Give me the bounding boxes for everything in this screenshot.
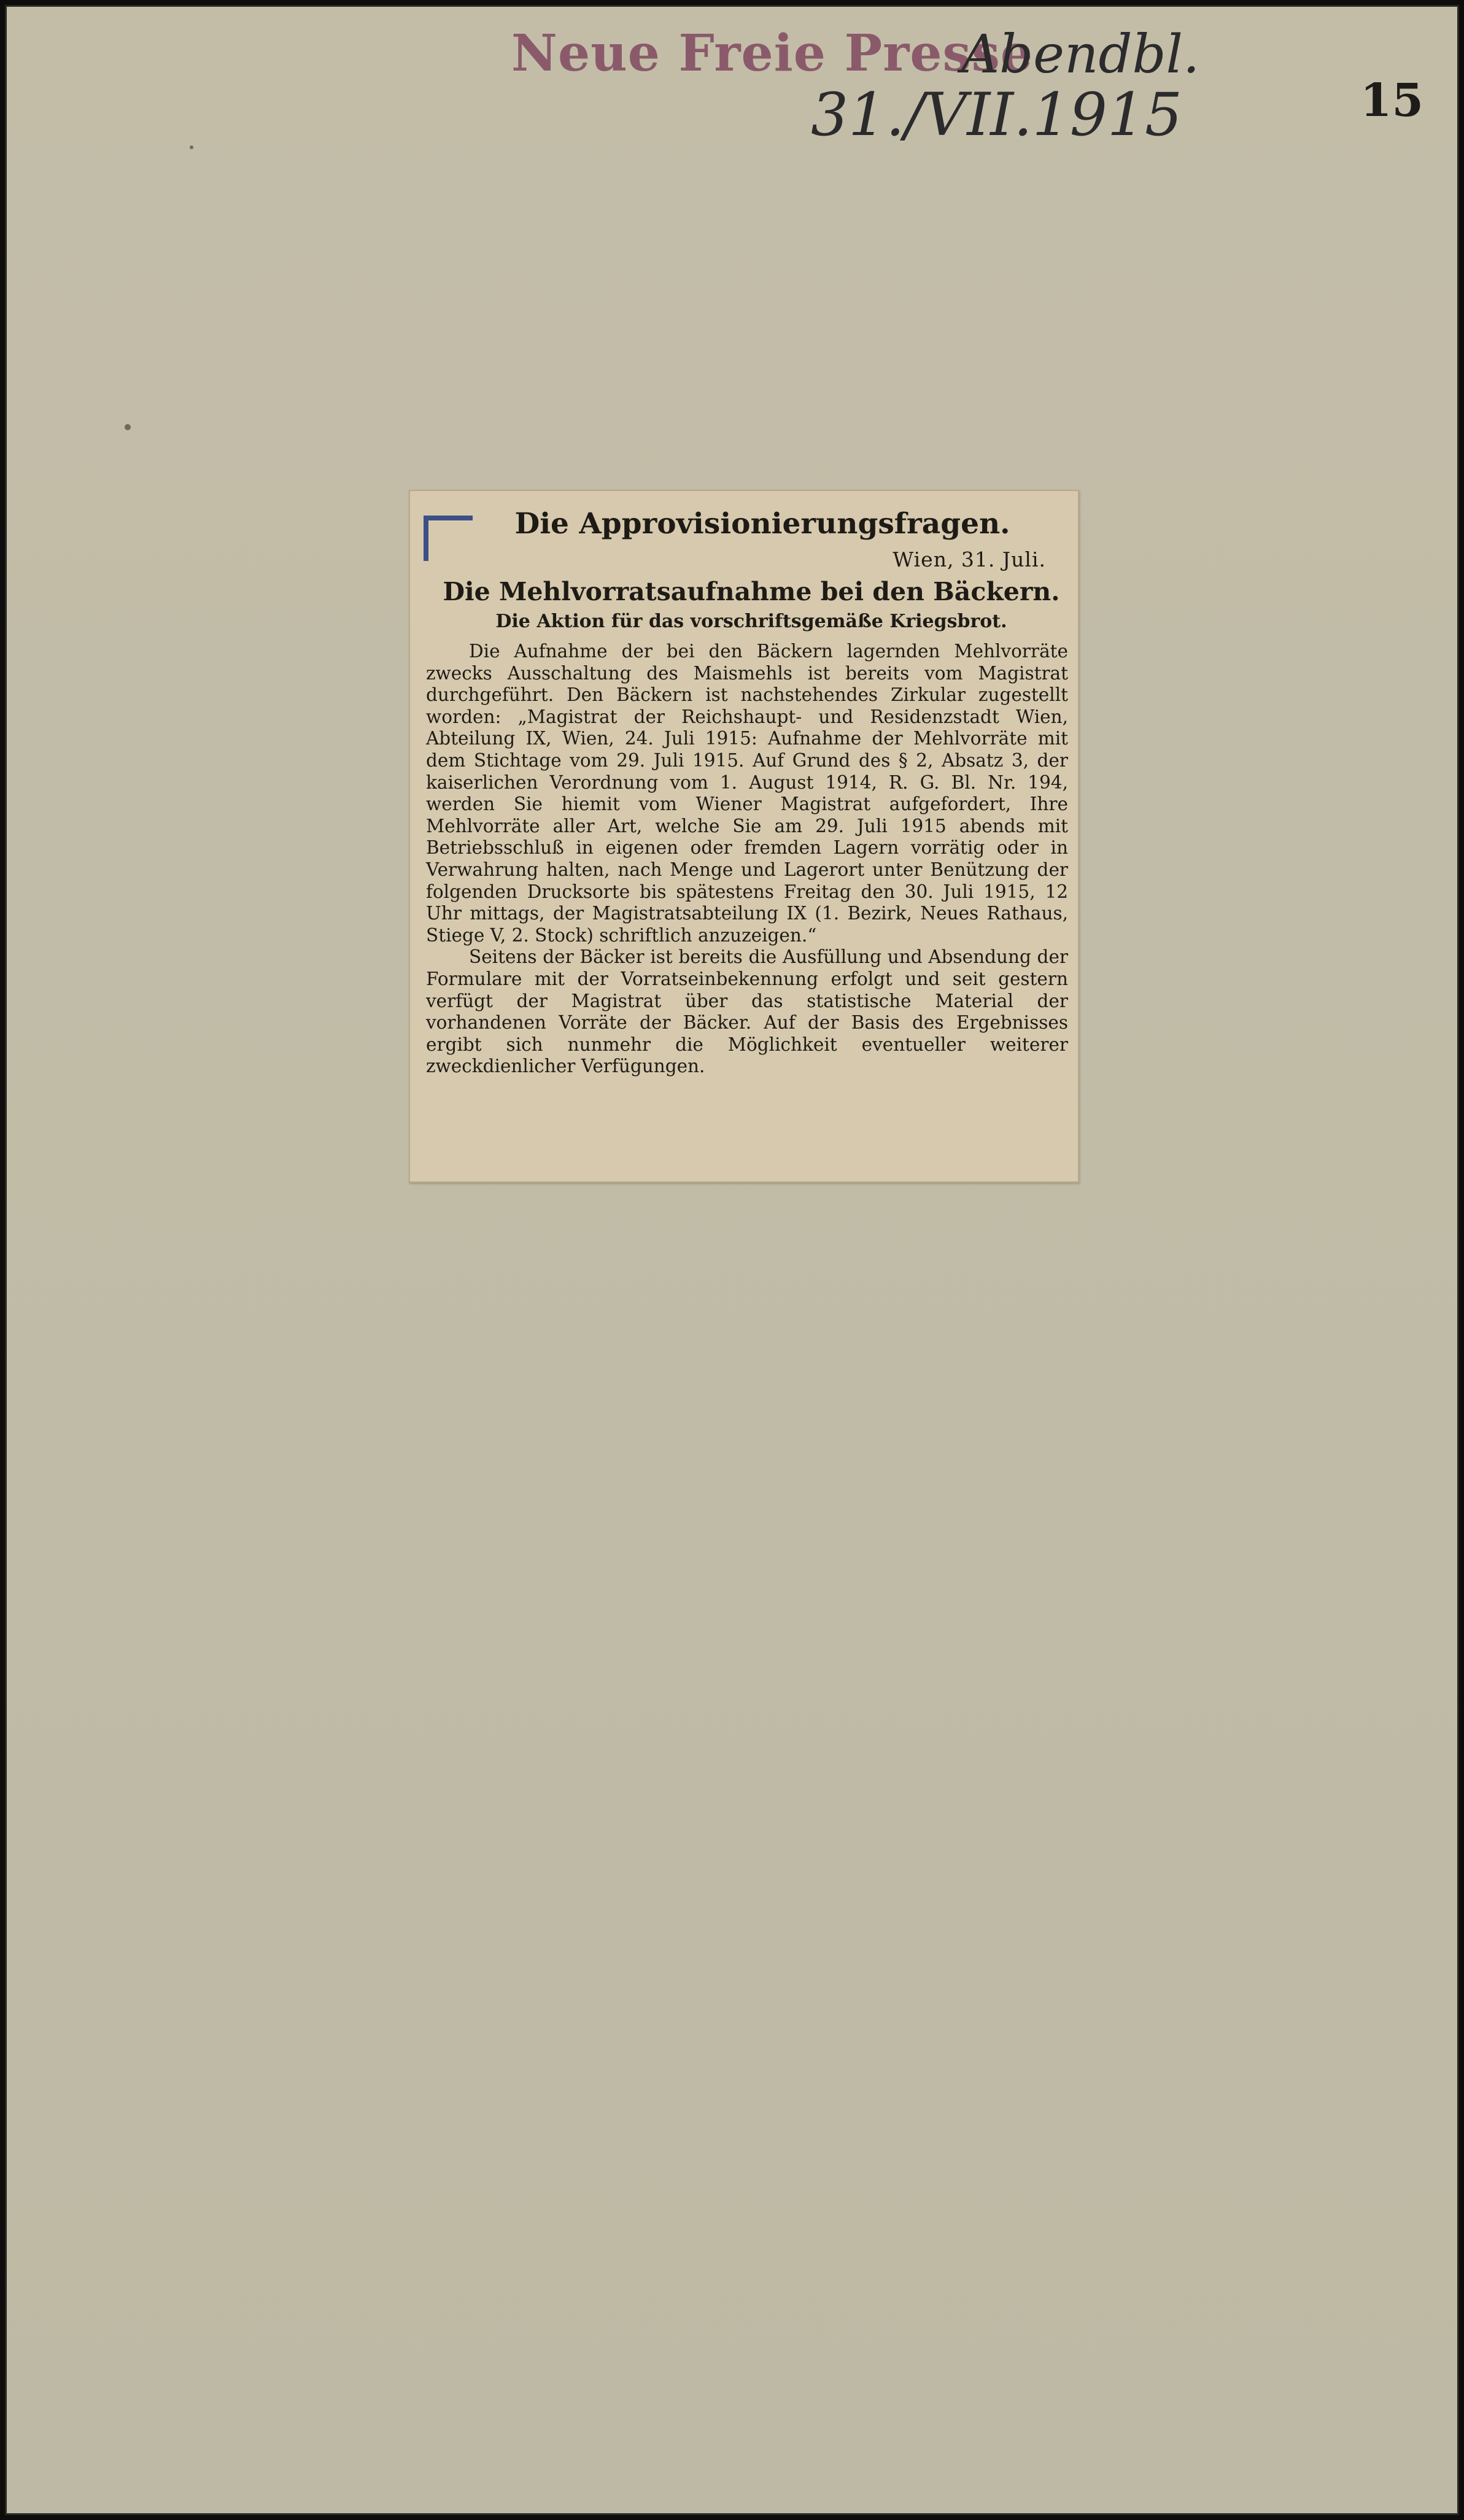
page-number: 15 xyxy=(1360,74,1423,127)
newspaper-stamp: Neue Freie Presse xyxy=(511,24,1034,83)
clipping-subsubheadline: Die Aktion für das vorschriftsgemäße Kriegsbrot. xyxy=(495,611,1007,632)
handwritten-edition-note: Abendbl. xyxy=(961,24,1200,85)
paper-spot xyxy=(190,145,193,149)
handwritten-date: 31./VII.1915 xyxy=(811,80,1183,149)
clipping-paragraph: Die Aufnahme der bei den Bäckern lagernden Mehlvorräte zwecks Ausschaltung des Maismehls ist bereits vom Magistrat durchgeführt. Den Bäckern ist nachstehendes Zirkular zugestellt worden: „Magistrat der Reichshaupt- und Residenzstadt Wien, Abteilung IX, Wien, 24. Juli 1915: Aufnahme der Mehlvorräte mit dem Stichtage vom 29. Juli 1915. Auf Grund des § 2, Absatz 3, der kaiserlichen Verordnung vom 1. August 1914, R. G. Bl. Nr. 194, werden Sie hiemit vom Wiener Magistrat aufgefordert, Ihre Mehlvorräte aller Art, welche Sie am 29. Juli 1915 abends mit Betriebsschluß in eigenen oder fremden Lagern vorrätig oder in Verwahrung halten, nach Menge und Lagerort unter Benützung der folgenden Drucksorte bis spätestens Freitag den 30. Juli 1915, 12 Uhr mittags, der Magistratsabteilung IX (1. Bezirk, Neues Rathaus, Stiege V, 2. Stock) schriftlich anzuzeigen.“ xyxy=(426,641,1068,946)
newspaper-clipping xyxy=(409,490,1079,1183)
clipping-headline: Die Approvisionierungsfragen. xyxy=(514,507,1010,541)
clipping-body xyxy=(426,641,1068,1078)
clipping-paragraph: Seitens der Bäcker ist bereits die Ausfüllung und Absendung der Formulare mit der Vorratseinbekennung erfolgt und seit gestern verfügt der Magistrat über das statistische Material der vorhandenen Vorräte der Bäcker. Auf der Basis des Ergebnisses ergibt sich nunmehr die Möglichkeit eventueller weiterer zweckdienlicher Verfügungen. xyxy=(426,946,1068,1077)
clipping-subheadline: Die Mehlvorratsaufnahme bei den Bäckern. xyxy=(443,577,1060,606)
clipping-dateline: Wien, 31. Juli. xyxy=(893,547,1046,571)
archive-page xyxy=(5,5,1459,2515)
paper-spot xyxy=(125,424,131,430)
